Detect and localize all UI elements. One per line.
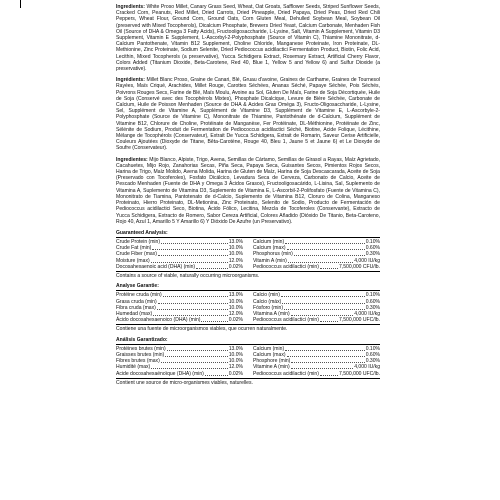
nutrient-name: Fósforo (min) <box>253 304 284 311</box>
crop-mark <box>20 0 21 8</box>
nutrient-value: 10.0% <box>228 304 243 311</box>
analysis-row <box>116 317 380 323</box>
nutrient-value: 0.60% <box>365 245 380 252</box>
nutrient-value: 12.0% <box>228 364 243 371</box>
analysis-footer: Contiene una fuente de microorganismos viables, que ocurren naturalmente. <box>116 326 288 333</box>
ingredients-french <box>116 77 380 151</box>
nutrient-value: 0.10% <box>365 239 380 246</box>
analysis-row <box>116 371 380 377</box>
nutrient-name: Vitamin A (min) <box>253 257 287 264</box>
label-content <box>116 4 380 389</box>
analysis-rule <box>116 237 380 238</box>
nutrient-value: 10.0% <box>228 298 243 305</box>
nutrient-value: 0.02% <box>228 370 243 377</box>
ingredients-text: Millet Blanc Proso, Graine de Canari, Blé, Gruau d'avoine, Graines de Carthame, Graines de Tournesol Rayées, Maïs Criqué, Arachides, Millet Rouge, Carottes Séchées, Ananas Séché, Papaye Séchée, Pois Séchés, Poivrons Rouges Secs, Farine de Blé, Maïs Moulu, Avoine au Sol, Gluten De Maïs, Farine de Soja Décortiquée, Huile de Soja (Conservé avec des Tocophérols Mixtes), Phosphate Dicalcique, Levure de Bière Séchée, Carbonate de Calcium, Huile de Poisson Menhaden (Source de DHA & Acides Gras Oméga 3), Fructo-Oligosaccharide, L-Lysine, Sel, Supplément de Vitamine A, Supplément de Vitamine D3, Supplément de Vitamine E, L-Ascorbyle-2-Polyphosphate (Source de Vitamine C), Mononitrate de Thiamine, Pantothénate de d-Calcium, Supplément de Vitamine B12, Chlorure de Choline, Protéinate de Manganèse, Fer Protéinate, DL-Méthionine, Protéinate de Zinc, Sélénite de Sodium, Produit de Fermentation de Pediococcus acidilactici Séché, Biotine, Acide Folique, Lécithine, Mélange de Tocophérols (Conservateur), Extrait De Yucca Schidigera, Extrait de Romarin, Saveur Cerise Artificielle, Couleurs Ajoutées (Dioxyde de Titane, Bêta-Carotène, Rouge 40, Bleu 1, Jaune 5 et Jaune 6) et Le Dioxyde de Soufre (Conservateur). <box>116 77 381 152</box>
nutrient-value: 13.0% <box>228 292 243 299</box>
nutrient-value: 7,500,000 CFU/lb. <box>339 263 380 270</box>
nutrient-name: Acide docosahexaénoïque (DHA) (min) <box>116 370 204 377</box>
nutrient-name: Calcio (máx) <box>253 298 282 305</box>
nutrient-value: 10.0% <box>228 245 243 252</box>
nutrient-value: 0.30% <box>365 304 380 311</box>
nutrient-value: 0.60% <box>365 298 380 305</box>
nutrient-name: Grasa cruda (min) <box>116 298 157 305</box>
analysis-title: Analyse Garantie: <box>116 283 159 290</box>
nutrient-name: Pediococcus acidilactici (min) <box>253 317 319 324</box>
nutrient-name: Calcio (min) <box>253 292 280 299</box>
nutrient-value: 0.02% <box>228 317 243 324</box>
nutrient-value: 4,000 IU/kg <box>354 311 380 317</box>
nutrient-value: 4,000 IU/kg <box>354 364 380 371</box>
nutrient-name: Pediococcus acidilactici (min) <box>253 263 319 270</box>
analysis-rule <box>116 271 380 272</box>
analysis-rule <box>116 378 380 379</box>
nutrient-value: 10.0% <box>228 351 243 358</box>
analysis-rule <box>116 344 380 345</box>
nutrient-name: Fibra cruda (max) <box>116 304 156 311</box>
nutrient-name: Protéines brutes (min) <box>116 345 166 352</box>
nutrient-name: Calcium (max) <box>253 245 286 252</box>
ingredients-text: White Proso Millet, Canary Grass Seed, Wheat, Oat Groats, Safflower Seeds, Striped Sunflower Seeds, Cracked Corn, Peanuts, Red Millet, Dried Carrots, Dried Pineapple, Dried Papaya, Dried Peas, Dried Red Chili Peppers, Wheat Flour, Ground Corn, Ground Oats, Corn Gluten Meal, Dehulled Soybean Meal, Soybean Oil (preserved with Mixed Tocopherols), Dicalcium Phosphate, Brewers Dried Yeast, Calcium Carbonate, Menhaden Fish Oil (Source of DHA & Omega 3 Fatty Acids), Fructooligosaccharide, L-Lysine, Salt, Vitamin A Supplement, Vitamin D3 Supplement, Vitamin E Supplement, L-Ascorbyl-2-Polyphosphate (Source of Vitamin C), Thiamine Mononitrate, d-Calcium Pantothenate, Vitamin B12 Supplement, Choline Chloride, Manganese Proteinate, Iron Proteinate, DL-Methionine, Zinc Proteinate, Sodium Selenite, Dried Pediococcus acidilactici Fermentation Product, Biotin, Folic Acid, Lecithin, Mixed Tocopherols (a preservative), Yucca Schidigera Extract, Rosemary Extract, Artificial Cherry Flavor, Colors Added (Titanium Dioxide, Beta-Carotene, Red 40, Blue 1, Yellow 5 and Yellow 6) and Sulfur Dioxide (a preservative). <box>116 4 381 73</box>
nutrient-name: Calcium (min) <box>253 239 285 246</box>
guaranteed-analysis-spanish <box>116 337 380 386</box>
nutrient-value: 0.10% <box>365 345 380 352</box>
nutrient-name: Protéine cruda (min) <box>116 292 162 299</box>
analysis-title: Análisis Garantizado: <box>116 336 168 343</box>
ingredients-title: Ingrédients: <box>116 77 145 84</box>
nutrient-value: 0.02% <box>228 263 243 270</box>
analysis-footer: Contient une source de micro-organismes viables, naturelles. <box>116 379 253 386</box>
ingredients-text: Mijo Blanco, Alpiste, Trigo, Avena, Semillas de Cártamo, Semillas de Girasol a Rayas, Maíz Agrietado, Cacahuetes, Mijo Rojo, Zanahorias Secas, Piña Seca, Papaya Seca, Guisantes Secos, Pimientos Rojos Secos, Harina de Trigo, Maíz Molido, Avena Molida, Harina de Gluten de Maíz, Harina de Soja Descascarada, Aceite de Soja (Preservado con Tocoferoles), Fosfato Dicálcico, Levadura Seca de Cerveza, Carbonato de Calcio, Aceite de Pescado Menhaden (Fuente de DHA y Omega 3 Ácidos Grasos), Fructooligosacárido, L-Lisina, Sal, Suplemento de Vitamina A, Suplemento de Vitamina D3, Suplemento de Vitamina E, L-Ascorbil-2-Polifosfato (Fuente de Vitamina C), Mononitrato de Tiamina, Pantotenato de d-Calcio, Suplemento de Vitamina B12, Cloruro de Colina, Manganeso Proteinato, Hierro Proteinato, DL-Metionina, Zinc Proteinato, Selenito de Sodio, Producto de Fermentación de Pediococcus acidilactici Seco, Biotina, Ácido Fólico, Lecitina, Mezcla de Tocoferoles (Conservante), Extracto de Yucca Schidigera, Extracto de Romero, Sabor Cereza Artificial, Colores Añadido (Dióxido De Titanio, Beta-Caroteno, Rojo 40, Azul 1, Amarillo 5 Y Amarillo 6) Y Dióxido De Azufre (un Preservativo). <box>116 156 381 225</box>
nutrient-name: Pediococcus acidilactici (min) <box>253 370 319 377</box>
nutrient-name: Calcium (min) <box>253 345 285 352</box>
nutrient-name: Docosahexaenoic acid (DHA) (min) <box>116 263 196 270</box>
nutrient-name: Moisture (max) <box>116 257 150 264</box>
analysis-title: Guaranteed Analysis: <box>116 229 168 236</box>
nutrient-value: 13.0% <box>228 239 243 246</box>
nutrient-name: Fibres brutes (max) <box>116 358 160 365</box>
nutrient-name: Ácido docosahexaenoico (DHA) (min) <box>116 317 201 324</box>
nutrient-name: Phosphore (min) <box>253 358 291 365</box>
analysis-row <box>116 264 380 270</box>
nutrient-name: Crude Protein (min) <box>116 239 161 246</box>
nutrient-name: Graisses brutes (min) <box>116 351 165 358</box>
nutrient-value: 13.0% <box>228 345 243 352</box>
nutrient-value: 0.10% <box>365 292 380 299</box>
nutrient-value: 7,500,000 UFC/lb. <box>339 317 380 324</box>
analysis-footer: Contains a source of viable, naturally occurring microorganisms. <box>116 273 260 280</box>
nutrient-name: Calcium (max) <box>253 351 286 358</box>
ingredients-english <box>116 4 380 72</box>
nutrient-value: 0.30% <box>365 251 380 258</box>
nutrient-value: 7,500,000 UFC/lb. <box>339 370 380 377</box>
nutrient-value: 10.0% <box>228 251 243 258</box>
nutrient-value: 12.0% <box>228 257 243 264</box>
nutrient-value: 0.60% <box>365 351 380 358</box>
nutrient-name: Vitamina A (min) <box>253 311 290 317</box>
guaranteed-analysis-english <box>116 230 380 279</box>
nutrient-name: Phosphorus (min) <box>253 251 293 258</box>
guaranteed-analysis-french <box>116 283 380 332</box>
nutrient-value: 12.0% <box>228 311 243 317</box>
nutrient-name: Crude Fat (min) <box>116 245 152 252</box>
nutrient-value: 4,000 IU/kg <box>354 257 380 264</box>
ingredients-title: Ingredientes: <box>116 156 148 163</box>
nutrient-value: 10.0% <box>228 358 243 365</box>
nutrient-value: 0.30% <box>365 358 380 365</box>
nutrient-name: Vitamine A (min) <box>253 364 290 371</box>
nutrient-name: Humidité (max) <box>116 364 151 371</box>
analysis-rule <box>116 324 380 325</box>
analysis-rule <box>116 290 380 291</box>
ingredients-title: Ingredients: <box>116 4 145 10</box>
nutrient-name: Crude Fiber (max) <box>116 251 157 258</box>
nutrient-name: Humedad (max) <box>116 311 153 317</box>
ingredients-spanish <box>116 157 380 225</box>
